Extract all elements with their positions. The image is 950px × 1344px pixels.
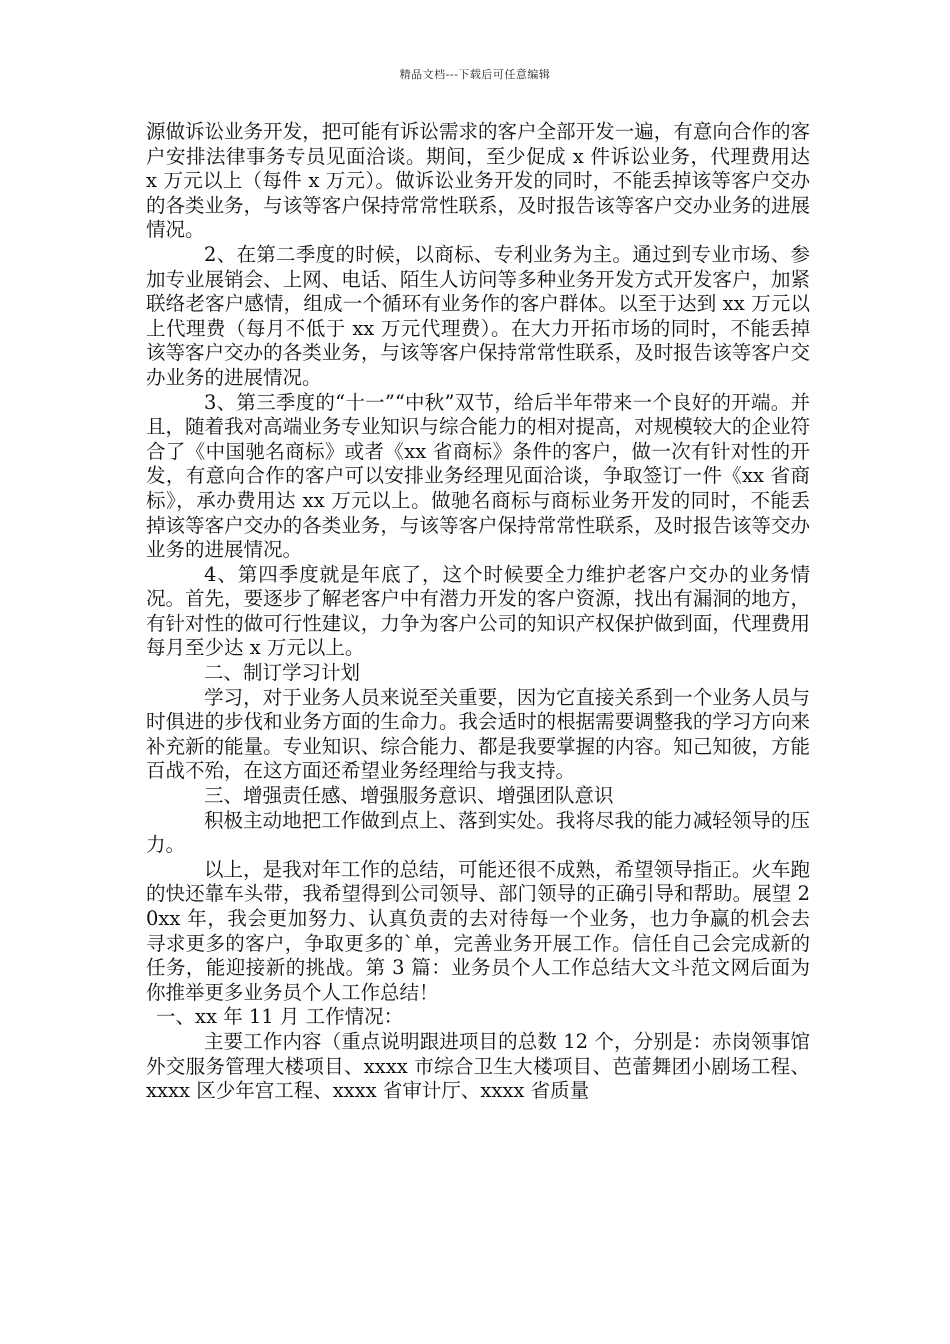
paragraph-litigation-continued: 源做诉讼业务开发，把可能有诉讼需求的客户全部开发一遍，有意向合作的客户安排法律事务专员见面洽谈。期间，至少促成 x 件诉讼业务，代理费用达 x 万元以上（每件 x 万元）。做诉讼业务开发的同时，不能丢掉该等客户交办的各类业务，与该等客户保持常常性联系，及时报告该等客户交办业务的进展情况。 [146, 120, 810, 242]
paragraph-study-plan: 学习，对于业务人员来说至关重要，因为它直接关系到一个业务人员与时俱进的步伐和业务方面的生命力。我会适时的根据需要调整我的学习方向来补充新的能量。专业知识、综合能力、都是我要掌握的内容。知己知彼，方能百战不殆，在这方面还希望业务经理给与我支持。 [146, 685, 810, 783]
paragraph-q3-plan: 3、第三季度的“十一”“中秋”双节，给后半年带来一个良好的开端。并且，随着我对高端业务专业知识与综合能力的相对提高，对规模较大的企业符合了《中国驰名商标》或者《xx 省商标》条件的客户，做一次有针对性的开发，有意向合作的客户可以安排业务经理见面洽谈，争取签订一件《xx 省商标》，承办费用达 xx 万元以上。做驰名商标与商标业务开发的同时，不能丢掉该等客户交办的各类业务，与该等客户保持常常性联系，及时报告该等交办业务的进展情况。 [146, 390, 810, 562]
paragraph-conclusion: 以上，是我对年工作的总结，可能还很不成熟，希望领导指正。火车跑的快还靠车头带，我希望得到公司领导、部门领导的正确引导和帮助。展望 20xx 年，我会更加努力、认真负责的去对待每一个业务，也力争赢的机会去寻求更多的客户，争取更多的`单，完善业务开展工作。信任自己会完成新的任务，能迎接新的挑战。第 3 篇：业务员个人工作总结大文斗范文网后面为你推举更多业务员个人工作总结！ [146, 857, 810, 1004]
section-heading-study-plan: 二、制订学习计划 [204, 661, 361, 685]
document-body [146, 120, 810, 1104]
paragraph-q2-plan: 2、在第二季度的时候，以商标、专利业务为主。通过到专业市场、参加专业展销会、上网、电话、陌生人访问等多种业务开发方式开发客户，加紧联络老客户感情，组成一个循环有业务作的客户群体。以至于达到 xx 万元以上代理费（每月不低于 xx 万元代理费）。在大力开拓市场的同时，不能丢掉该等客户交办的各类业务，与该等客户保持常常性联系，及时报告该等客户交办业务的进展情况。 [146, 242, 810, 389]
paragraph-main-work-content: 主要工作内容（重点说明跟进项目的总数 12 个，分别是：赤岗领事馆外交服务管理大楼项目、xxxx 市综合卫生大楼项目、芭蕾舞团小剧场工程、xxxx 区少年宫工程、xxxx 省审计厅、xxxx 省质量 [146, 1029, 810, 1103]
section-heading-responsibility: 三、增强责任感、增强服务意识、增强团队意识 [204, 784, 614, 808]
paragraph-q4-plan: 4、第四季度就是年底了，这个时候要全力维护老客户交办的业务情况。首先，要逐步了解老客户中有潜力开发的客户资源，找出有漏洞的地方，有针对性的做可行性建议，力争为客户公司的知识产权保护做到面，代理费用每月至少达 x 万元以上。 [146, 562, 810, 660]
page-header: 精品文档---下载后可任意编辑 [399, 68, 551, 81]
paragraph-responsibility: 积极主动地把工作做到点上、落到实处。我将尽我的能力减轻领导的压力。 [146, 808, 810, 857]
section-heading-november-work: 一、xx 年 11 月 工作情况： [156, 1005, 404, 1029]
